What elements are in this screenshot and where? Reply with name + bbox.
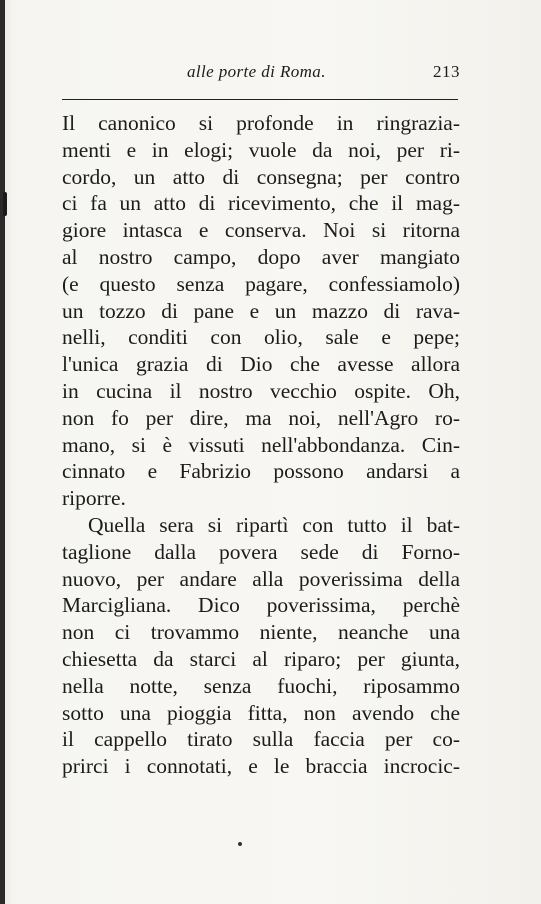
text-line: (e questo senza pagare, confessiamolo) [62,271,460,296]
text-line: mano, si è vissuti nell'abbondanza. Cin- [62,432,460,457]
text-line: nuovo, per andare alla poverissima della [62,566,460,591]
text-line: giore intasca e conserva. Noi si ritorna [62,218,460,243]
header-rule [62,99,458,100]
text-line: al nostro campo, dopo aver mangiato [62,244,460,269]
text-line: sotto una pioggia fitta, non avendo che [62,700,460,725]
text-line: nella notte, senza fuochi, riposammo [62,673,460,698]
page-binding-edge [0,0,5,904]
text-line: nelli, conditi con olio, sale e pepe; [62,325,460,350]
binding-mark [3,192,7,216]
text-line: prirci i connotati, e le braccia incrocic- [62,754,460,779]
text-line: il cappello tirato sulla faccia per co- [62,727,460,752]
text-line: taglione dalla povera sede di Forno- [62,539,460,564]
text-line: non ci trovammo niente, neanche una [62,620,460,645]
text-line: Marcigliana. Dico poverissima, perchè [62,593,460,618]
text-line: in cucina il nostro vecchio ospite. Oh, [62,378,460,403]
text-line: riporre. [62,486,126,511]
body-text [62,110,460,780]
text-line: cinnato e Fabrizio possono andarsi a [62,459,460,484]
text-line: un tozzo di pane e un mazzo di rava- [62,298,460,323]
page-header [62,62,460,86]
text-line: non fo per dire, ma noi, nell'Agro ro- [62,405,460,430]
ink-speck [238,842,242,846]
text-line: Quella sera si ripartì con tutto il bat- [88,512,460,537]
running-title: alle porte di Roma. [187,62,326,81]
page-number: 213 [433,62,460,81]
text-line: ci fa un atto di ricevimento, che il mag- [62,191,460,216]
text-line: cordo, un atto di consegna; per contro [62,164,460,189]
text-line: Il canonico si profonde in ringrazia- [62,111,460,135]
text-line: chiesetta da starci al riparo; per giunta, [62,646,460,671]
text-line: menti e in elogi; vuole da noi, per ri- [62,137,460,162]
text-line: l'unica grazia di Dio che avesse allora [62,352,460,377]
